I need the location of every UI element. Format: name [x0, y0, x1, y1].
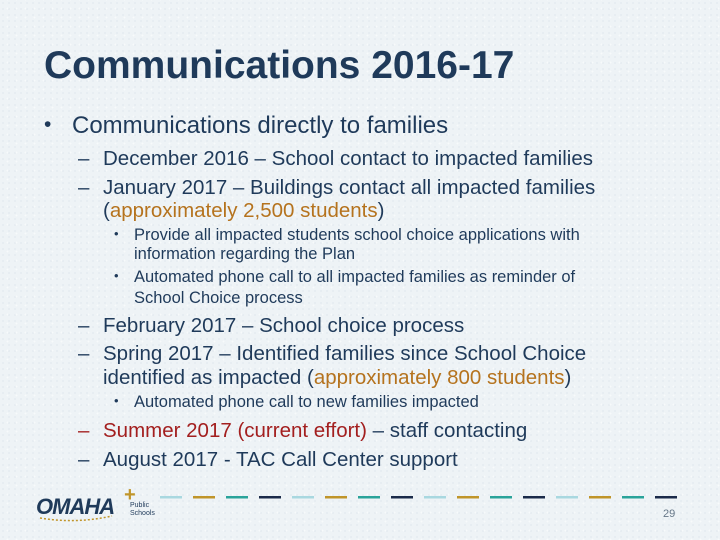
dash-marker: – [78, 314, 90, 337]
summer-highlight: Summer 2017 (current effort) [103, 419, 367, 442]
dash-marker: – [78, 342, 90, 365]
sub-spring-1: Automated phone call to new families impacted [134, 393, 479, 411]
sub-january-2-line2: School Choice process [134, 289, 303, 307]
slide-title: Communications 2016-17 [44, 44, 515, 87]
decorative-dash [655, 496, 677, 499]
logo-sub-line1: Public [130, 502, 150, 509]
bullet-marker: • [114, 268, 119, 283]
decorative-dash [160, 496, 182, 499]
decorative-dash [523, 496, 545, 499]
item-january-line2 [103, 199, 384, 223]
omaha-public-schools-logo [36, 484, 155, 528]
item-spring-line2 [103, 366, 571, 390]
item-spring-line1: Spring 2017 – Identified families since School Choice [103, 342, 587, 365]
sub-january-1-line1: Provide all impacted students school choice applications with [134, 226, 580, 244]
logo-sub-line2: Schools [130, 510, 155, 517]
item-february: February 2017 – School choice process [103, 314, 465, 337]
decorative-dash [457, 496, 479, 499]
highlight-800-students: approximately 800 students [313, 366, 565, 389]
decorative-dash [325, 496, 347, 499]
logo-wordmark: OMAHA [36, 494, 115, 519]
decorative-dash [358, 496, 380, 499]
highlight-2500-students: approximately 2,500 students [109, 199, 378, 222]
logo-subtitle [130, 502, 155, 518]
decorative-dash [292, 496, 314, 499]
page-number: 29 [663, 508, 676, 520]
paren-close: ) [564, 366, 572, 389]
decorative-dash [391, 496, 413, 499]
sub-january-1-line2: information regarding the Plan [134, 245, 356, 263]
summer-rest: – staff contacting [366, 419, 528, 442]
paren-close: ) [377, 199, 385, 222]
logo-swoosh-icon [38, 514, 114, 522]
item-january-line1: January 2017 – Buildings contact all impacted families [103, 176, 596, 199]
decorative-dash [193, 496, 215, 499]
item-summer [103, 419, 527, 443]
paren-open: ( [103, 199, 110, 222]
bullet-main: Communications directly to families [72, 112, 449, 139]
bullet-marker: • [44, 113, 52, 136]
decorative-dash [259, 496, 281, 499]
decorative-dash [490, 496, 512, 499]
bullet-marker: • [114, 226, 119, 241]
bullet-marker: • [114, 393, 119, 408]
dash-marker: – [78, 176, 90, 199]
item-august: August 2017 - TAC Call Center support [103, 448, 458, 471]
decorative-dash [589, 496, 611, 499]
logo-plus: + [124, 484, 136, 506]
sub-january-2-line1: Automated phone call to all impacted families as reminder of [134, 268, 576, 286]
decorative-dash [424, 496, 446, 499]
decorative-dash-line [160, 495, 686, 501]
spring-line2-text: identified as impacted ( [103, 366, 314, 389]
dash-marker: – [78, 448, 90, 471]
dash-marker: – [78, 419, 90, 442]
decorative-dash [226, 496, 248, 499]
decorative-dash [556, 496, 578, 499]
decorative-dash [622, 496, 644, 499]
dash-marker: – [78, 147, 90, 170]
item-december: December 2016 – School contact to impacted families [103, 147, 593, 170]
